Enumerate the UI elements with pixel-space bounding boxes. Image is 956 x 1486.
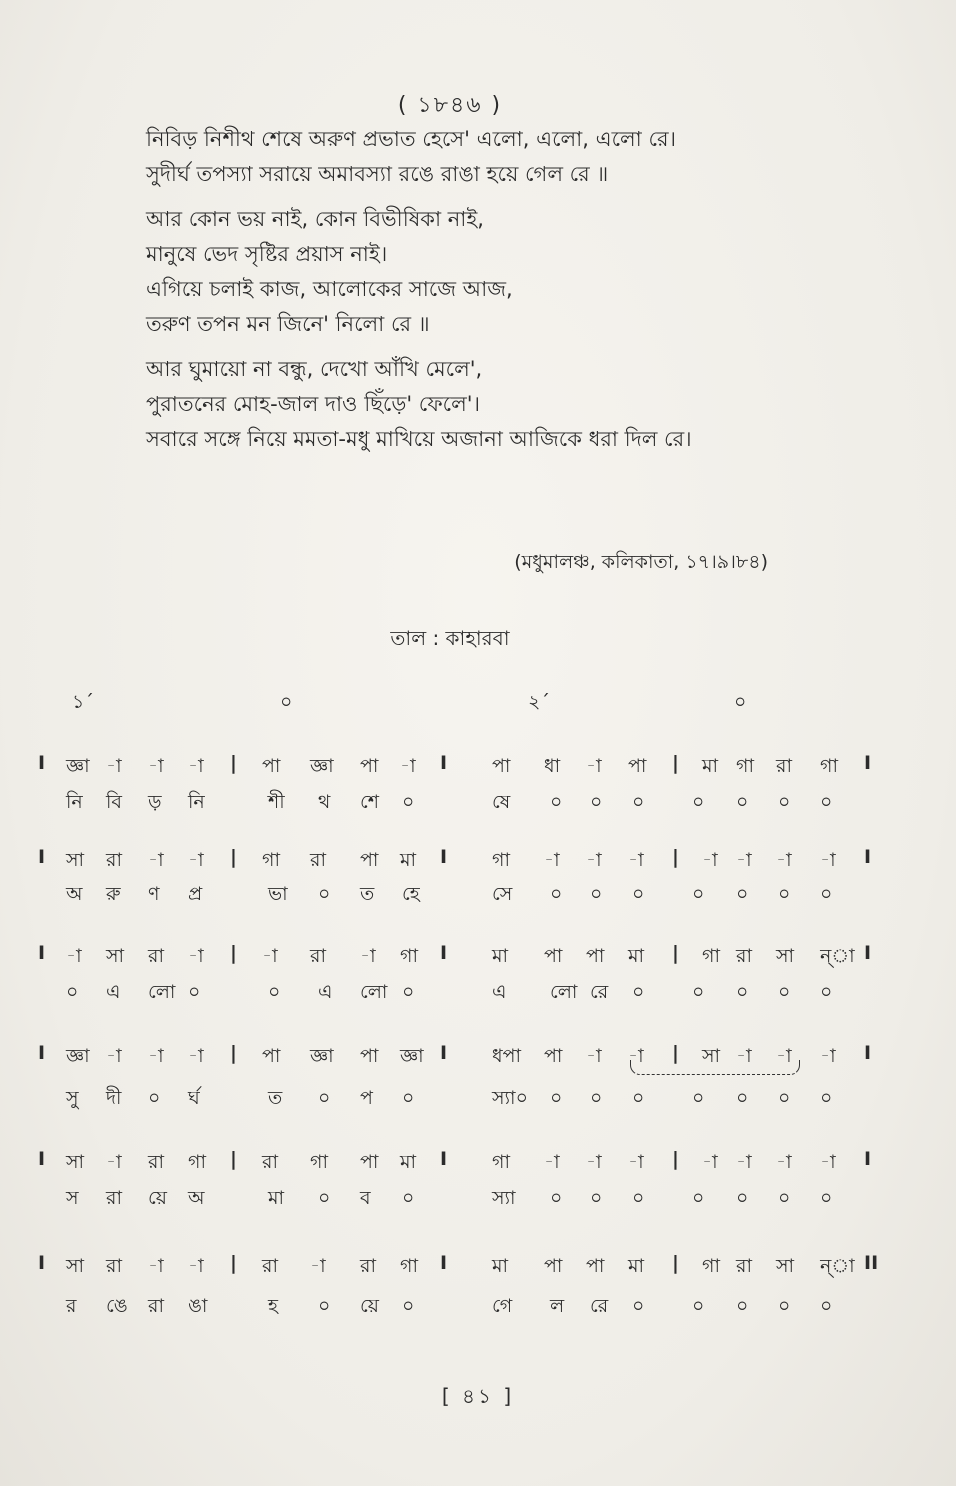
note: ধপা — [492, 1045, 522, 1067]
lyric-syllable: ০ — [550, 1187, 563, 1209]
lyric-syllable: ০ — [318, 1087, 331, 1109]
note: -া — [702, 1151, 718, 1173]
lyric-syllable: শী — [268, 791, 285, 813]
note: মা — [628, 945, 645, 967]
lyric-syllable: ০ — [402, 791, 415, 813]
note: -া — [776, 1045, 792, 1067]
lyric-syllable: দী — [106, 1087, 122, 1109]
lyric-syllable: লো — [148, 981, 176, 1003]
note: পা — [492, 755, 511, 777]
note: মা — [492, 945, 509, 967]
note: -া — [820, 1045, 836, 1067]
lyric-syllable: ল — [550, 1295, 565, 1317]
lyric-syllable: ০ — [550, 883, 563, 905]
lyric-syllable: নি — [188, 791, 205, 813]
lyric-syllable: ব — [360, 1187, 371, 1209]
note: মা — [628, 1255, 645, 1277]
note: পা — [544, 945, 563, 967]
note: -া — [400, 755, 416, 777]
note: -া — [820, 1151, 836, 1173]
note: -া — [66, 945, 82, 967]
lyric-syllable: গে — [492, 1295, 513, 1317]
lyric-syllable: ০ — [692, 791, 705, 813]
lyric-syllable: ০ — [632, 791, 645, 813]
poem-line: তরুণ তপন মন জিনে' নিলো রে ॥ — [146, 312, 430, 336]
lyric-syllable: ০ — [550, 791, 563, 813]
bar-line: | — [230, 752, 237, 774]
note: -া — [736, 1045, 752, 1067]
note: জ্ঞা — [310, 1045, 334, 1067]
page-header-number: ( ১৮৪৬ ) — [397, 93, 503, 118]
note: গা — [188, 1151, 206, 1173]
note: পা — [360, 755, 379, 777]
note: -া — [148, 1255, 164, 1277]
note: পা — [628, 755, 647, 777]
lyric-syllable: ০ — [820, 1295, 833, 1317]
slur-mark — [630, 1060, 800, 1075]
note: সা — [702, 1045, 721, 1067]
poem-line: সবারে সঙ্গে নিয়ে মমতা-মধু মাখিয়ে অজানা আজিকে ধরা দিল রে। — [146, 427, 692, 451]
bar-line: I — [864, 846, 872, 868]
bar-line: | — [230, 846, 237, 868]
note: পা — [262, 1045, 281, 1067]
note: সা — [106, 945, 125, 967]
note: -া — [702, 849, 718, 871]
note: -া — [586, 1045, 602, 1067]
lyric-syllable: এ — [106, 981, 121, 1003]
bar-line: I — [864, 942, 872, 964]
lyric-syllable: হে — [402, 883, 420, 905]
note: মা — [400, 849, 417, 871]
lyric-syllable: ০ — [66, 981, 79, 1003]
lyric-syllable: ০ — [632, 1187, 645, 1209]
lyric-syllable: ০ — [632, 1087, 645, 1109]
lyric-syllable: ষে — [492, 791, 511, 813]
note: -া — [628, 849, 644, 871]
note: -া — [776, 849, 792, 871]
lyric-syllable: ০ — [318, 1295, 331, 1317]
lyric-syllable: নি — [66, 791, 83, 813]
notation-lyric-row — [38, 978, 928, 1012]
lyric-syllable: রা — [106, 1187, 122, 1209]
bar-line: I — [440, 942, 448, 964]
bar-line: I — [38, 1252, 46, 1274]
beat-mark: ২´ — [528, 691, 550, 713]
poem-stanza-2 — [146, 202, 866, 342]
bar-line: I — [38, 752, 46, 774]
bar-line: | — [230, 942, 237, 964]
note: -া — [262, 945, 278, 967]
lyric-syllable: ০ — [148, 1087, 161, 1109]
bar-line: I — [864, 752, 872, 774]
bar-line: I — [38, 846, 46, 868]
lyric-syllable: য়ে — [360, 1295, 379, 1317]
lyric-syllable: স্যা০ — [492, 1087, 528, 1109]
poem — [146, 122, 866, 467]
note: সা — [66, 849, 85, 871]
lyric-syllable: ০ — [632, 1295, 645, 1317]
note: রা — [262, 1151, 278, 1173]
note: সা — [776, 1255, 795, 1277]
note: গা — [310, 1151, 328, 1173]
lyric-syllable: প — [360, 1087, 373, 1109]
note: গা — [400, 1255, 418, 1277]
beat-mark: ০ — [734, 691, 747, 713]
lyric-syllable: ঙে — [106, 1295, 128, 1317]
page-footer-number: [ ৪১ ] — [441, 1384, 515, 1408]
lyric-syllable: ০ — [820, 1087, 833, 1109]
note: ন্‌া — [820, 945, 855, 967]
beat-marks — [0, 688, 956, 718]
note: রা — [148, 1151, 164, 1173]
lyric-syllable: ০ — [318, 1187, 331, 1209]
lyric-syllable: ০ — [692, 981, 705, 1003]
bar-line: II — [864, 1252, 879, 1274]
note: সা — [776, 945, 795, 967]
tal-heading: তাল : কাহারবা — [390, 626, 510, 650]
bar-line: I — [440, 1148, 448, 1170]
lyric-syllable: ০ — [318, 883, 331, 905]
lyric-syllable: লো — [360, 981, 388, 1003]
note: গা — [400, 945, 418, 967]
lyric-syllable: ০ — [632, 981, 645, 1003]
notation-note-row — [38, 846, 928, 880]
note: রা — [736, 945, 752, 967]
poem-line: সুদীর্ঘ তপস্যা সরায়ে অমাবস্যা রঙে রাঙা হয়ে গেল রে ॥ — [146, 162, 609, 186]
lyric-syllable: ০ — [778, 1087, 791, 1109]
note: রা — [262, 1255, 278, 1277]
notation-note-row — [38, 752, 928, 786]
lyric-syllable: রা — [148, 1295, 164, 1317]
lyric-syllable: ত — [360, 883, 375, 905]
lyric-syllable: হ — [268, 1295, 278, 1317]
lyric-syllable: র্ঘ — [188, 1087, 200, 1109]
lyric-syllable: ০ — [402, 1187, 415, 1209]
notation-lyric-row — [38, 1292, 928, 1326]
bar-line: | — [672, 752, 679, 774]
note: পা — [360, 1045, 379, 1067]
note: রা — [106, 849, 122, 871]
lyric-syllable: ০ — [820, 791, 833, 813]
notation-lyric-row — [38, 880, 928, 914]
lyric-syllable: ০ — [692, 1187, 705, 1209]
note: জ্ঞা — [400, 1045, 424, 1067]
lyric-syllable: স — [66, 1187, 79, 1209]
note: সা — [66, 1255, 85, 1277]
note: রা — [310, 849, 326, 871]
lyric-syllable: ০ — [736, 981, 749, 1003]
notation-note-row — [38, 1148, 928, 1182]
notation-lyric-row — [38, 1184, 928, 1218]
lyric-syllable: থ — [318, 791, 331, 813]
lyric-syllable: ০ — [692, 883, 705, 905]
poem-line: নিবিড় নিশীথ শেষে অরুণ প্রভাত হেসে' এলো, এলো, এলো রে। — [146, 127, 677, 151]
note: রা — [106, 1255, 122, 1277]
poem-stanza-3 — [146, 352, 866, 457]
lyric-syllable: ০ — [736, 1295, 749, 1317]
poem-line: আর কোন ভয় নাই, কোন বিভীষিকা নাই, — [146, 207, 484, 231]
note: গা — [736, 755, 754, 777]
note: -া — [586, 1151, 602, 1173]
lyric-syllable: ০ — [402, 1295, 415, 1317]
note: গা — [492, 849, 510, 871]
beat-mark: ১´ — [72, 691, 94, 713]
note: -া — [148, 849, 164, 871]
bar-line: I — [864, 1042, 872, 1064]
bar-line: I — [440, 1252, 448, 1274]
lyric-syllable: অ — [188, 1187, 205, 1209]
lyric-syllable: ০ — [736, 791, 749, 813]
poem-stanza-1 — [146, 122, 866, 192]
lyric-syllable: বি — [106, 791, 123, 813]
note: -া — [544, 849, 560, 871]
note: -া — [820, 849, 836, 871]
note: -া — [188, 755, 204, 777]
note: -া — [586, 755, 602, 777]
note: -া — [188, 1045, 204, 1067]
poem-signature: (মধুমালঞ্চ, কলিকাতা, ১৭।৯।৮৪) — [514, 551, 768, 573]
lyric-syllable: লো — [550, 981, 578, 1003]
note: সা — [66, 1151, 85, 1173]
lyric-syllable: ০ — [778, 791, 791, 813]
note: গা — [702, 945, 720, 967]
note: -া — [736, 849, 752, 871]
lyric-syllable: ০ — [692, 1087, 705, 1109]
poem-line: আর ঘুমায়ো না বন্ধু, দেখো আঁখি মেলে', — [146, 357, 483, 381]
lyric-syllable: ০ — [736, 883, 749, 905]
lyric-syllable: এ — [318, 981, 333, 1003]
lyric-syllable: ০ — [632, 883, 645, 905]
lyric-syllable: ড় — [148, 791, 162, 813]
bar-line: I — [38, 942, 46, 964]
note: -া — [310, 1255, 326, 1277]
note: -া — [736, 1151, 752, 1173]
bar-line: I — [38, 1148, 46, 1170]
note: ন্‌া — [820, 1255, 855, 1277]
note: পা — [360, 1151, 379, 1173]
lyric-syllable: ০ — [736, 1187, 749, 1209]
note: -া — [628, 1045, 644, 1067]
beat-mark: ০ — [280, 691, 293, 713]
note: -া — [188, 1255, 204, 1277]
note: -া — [106, 755, 122, 777]
lyric-syllable: রু — [106, 883, 121, 905]
note: -া — [148, 755, 164, 777]
poem-line: মানুষে ভেদ সৃষ্টির প্রয়াস নাই। — [146, 242, 388, 266]
bar-line: | — [672, 1252, 679, 1274]
note: গা — [820, 755, 838, 777]
note: জ্ঞা — [66, 1045, 90, 1067]
notation-lyric-row — [38, 1084, 928, 1118]
bar-line: I — [440, 846, 448, 868]
lyric-syllable: ০ — [778, 1295, 791, 1317]
poem-line: পুরাতনের মোহ-জাল দাও ছিঁড়ে' ফেলে'। — [146, 392, 481, 416]
bar-line: I — [440, 1042, 448, 1064]
lyric-syllable: ০ — [590, 791, 603, 813]
lyric-syllable: ঙা — [188, 1295, 208, 1317]
poem-line: এগিয়ে চলাই কাজ, আলোকের সাজে আজ, — [146, 277, 513, 301]
lyric-syllable: ০ — [778, 981, 791, 1003]
note: গা — [262, 849, 280, 871]
note: পা — [262, 755, 281, 777]
note: -া — [188, 945, 204, 967]
note: -া — [106, 1045, 122, 1067]
bar-line: I — [440, 752, 448, 774]
note: ধা — [544, 755, 561, 777]
note: মা — [400, 1151, 417, 1173]
note: পা — [360, 849, 379, 871]
lyric-syllable: ০ — [820, 883, 833, 905]
note: মা — [492, 1255, 509, 1277]
lyric-syllable: রে — [590, 981, 609, 1003]
lyric-syllable: ০ — [692, 1295, 705, 1317]
lyric-syllable: এ — [492, 981, 507, 1003]
bar-line: I — [864, 1148, 872, 1170]
note: রা — [736, 1255, 752, 1277]
note: জ্ঞা — [310, 755, 334, 777]
lyric-syllable: ০ — [778, 883, 791, 905]
lyric-syllable: রে — [590, 1295, 609, 1317]
note: -া — [628, 1151, 644, 1173]
lyric-syllable: ০ — [188, 981, 201, 1003]
lyric-syllable: শে — [360, 791, 379, 813]
notation-note-row — [38, 942, 928, 976]
lyric-syllable: ০ — [820, 981, 833, 1003]
note: -া — [106, 1151, 122, 1173]
bar-line: | — [672, 1148, 679, 1170]
note: মা — [702, 755, 719, 777]
lyric-syllable: র — [66, 1295, 77, 1317]
lyric-syllable: ০ — [590, 883, 603, 905]
note: পা — [586, 945, 605, 967]
note: -া — [776, 1151, 792, 1173]
note: গা — [492, 1151, 510, 1173]
lyric-syllable: সু — [66, 1087, 79, 1109]
note: পা — [544, 1045, 563, 1067]
note: রা — [310, 945, 326, 967]
bar-line: | — [672, 942, 679, 964]
lyric-syllable: ০ — [736, 1087, 749, 1109]
note: -া — [586, 849, 602, 871]
lyric-syllable: ণ — [148, 883, 160, 905]
note: জ্ঞা — [66, 755, 90, 777]
lyric-syllable: অ — [66, 883, 83, 905]
note: পা — [544, 1255, 563, 1277]
note: রা — [148, 945, 164, 967]
lyric-syllable: য়ে — [148, 1187, 167, 1209]
lyric-syllable: ০ — [590, 1087, 603, 1109]
note: -া — [148, 1045, 164, 1067]
lyric-syllable: মা — [268, 1187, 285, 1209]
lyric-syllable: ভা — [268, 883, 288, 905]
note: -া — [188, 849, 204, 871]
lyric-syllable: ০ — [778, 1187, 791, 1209]
bar-line: | — [672, 1042, 679, 1064]
note: রা — [360, 1255, 376, 1277]
lyric-syllable: ০ — [268, 981, 281, 1003]
lyric-syllable: ০ — [550, 1087, 563, 1109]
bar-line: | — [672, 846, 679, 868]
bar-line: I — [38, 1042, 46, 1064]
lyric-syllable: ০ — [590, 1187, 603, 1209]
lyric-syllable: স্যা — [492, 1187, 516, 1209]
notation-note-row — [38, 1252, 928, 1286]
lyric-syllable: ০ — [402, 981, 415, 1003]
note: -া — [360, 945, 376, 967]
lyric-syllable: প্র — [188, 883, 203, 905]
bar-line: | — [230, 1042, 237, 1064]
note: -া — [544, 1151, 560, 1173]
bar-line: | — [230, 1148, 237, 1170]
lyric-syllable: ত — [268, 1087, 283, 1109]
note: পা — [586, 1255, 605, 1277]
lyric-syllable: সে — [492, 883, 513, 905]
note: গা — [702, 1255, 720, 1277]
lyric-syllable: ০ — [820, 1187, 833, 1209]
note: রা — [776, 755, 792, 777]
bar-line: | — [230, 1252, 237, 1274]
lyric-syllable: ০ — [402, 1087, 415, 1109]
notation-lyric-row — [38, 788, 928, 822]
